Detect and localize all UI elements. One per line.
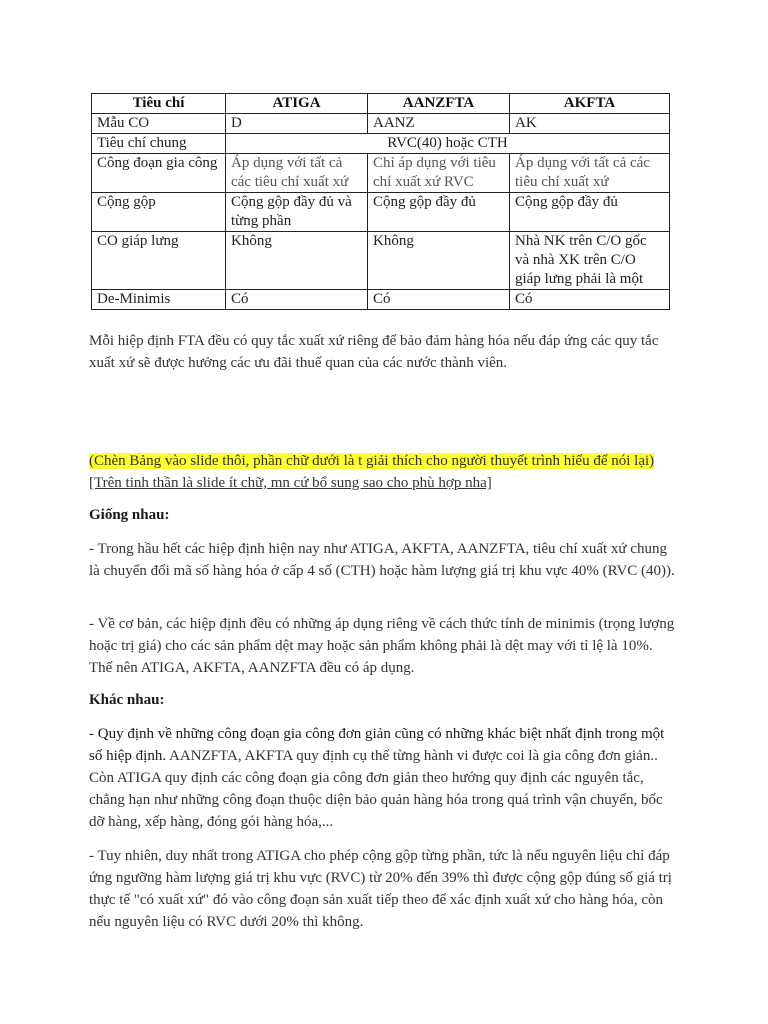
table-cell: Có: [368, 290, 510, 310]
highlighted-note: (Chèn Bảng vào slide thôi, phần chữ dưới là t giải thích cho người thuyết trình hiểu để nói lại): [89, 453, 655, 469]
table-cell: Tiêu chí chung: [92, 134, 226, 154]
table-row: [92, 232, 670, 290]
table-cell: Áp dụng với tất cả các tiêu chí xuất xứ: [226, 154, 368, 193]
table-cell: CO giáp lưng: [92, 232, 226, 290]
table-cell: Chỉ áp dụng với tiêu chí xuất xứ RVC: [368, 154, 510, 193]
paragraph-difference-2: - Tuy nhiên, duy nhất trong ATIGA cho phép cộng gộp từng phần, tức là nếu nguyên liệu chỉ đáp ứng ngưỡng hàm lượng giá trị khu vực (RVC) từ 20% đến 39% thì được cộng gộp đúng số giá trị thực tế "có xuất xứ" đó vào công đoạn sản xuất tiếp theo để xác định xuất xứ cho hàng hóa, còn nếu nguyên liệu có RVC dưới 20% thì không.: [89, 848, 672, 930]
table-cell: Mẫu CO: [92, 114, 226, 134]
paragraph-difference-1-lead: - Quy định về những công đoạn gia công đơn giản cũng có những khác biệt nhất định trong một số hiệp định.: [89, 726, 665, 764]
table-cell: AK: [510, 114, 670, 134]
table-cell: Có: [510, 290, 670, 310]
table-cell: Cộng gộp: [92, 193, 226, 232]
table-cell: Nhà NK trên C/O gốc và nhà XK trên C/O giáp lưng phải là một: [510, 232, 670, 290]
table-cell: De-Minimis: [92, 290, 226, 310]
table-cell: Cộng gộp đầy đủ và từng phần: [226, 193, 368, 232]
header-atiga: ATIGA: [226, 94, 368, 114]
paragraph-difference-1: [89, 723, 679, 833]
paragraph-difference-1-rest: AANZFTA, AKFTA quy định cụ thể từng hành vi được coi là gia công đơn giản.. Còn ATIGA quy định các công đoạn gia công đơn giản theo hướng quy định các nguyên tắc, chẳng hạn như những công đoạn thuộc diện bảo quản hàng hóa trong quá trình vận chuyển, bốc dỡ hàng, xếp hàng, đóng gói hàng hóa,...: [89, 748, 663, 830]
comparison-table: [91, 93, 670, 310]
header-akfta: AKFTA: [510, 94, 670, 114]
table-row: [92, 193, 670, 232]
header-tieu-chi: Tiêu chí: [92, 94, 226, 114]
table-cell: Có: [226, 290, 368, 310]
table-row: [92, 134, 670, 154]
table-cell: D: [226, 114, 368, 134]
table-row: [92, 154, 670, 193]
table-row: [92, 114, 670, 134]
table-cell: Cộng gộp đầy đủ: [368, 193, 510, 232]
table-cell-merged: RVC(40) hoặc CTH: [226, 134, 670, 154]
table-header-row: [92, 94, 670, 114]
table-cell: Cộng gộp đầy đủ: [510, 193, 670, 232]
table-row: [92, 290, 670, 310]
table-cell: AANZ: [368, 114, 510, 134]
table-cell: Không: [368, 232, 510, 290]
heading-differences: Khác nhau:: [89, 692, 165, 708]
table-cell: Không: [226, 232, 368, 290]
underlined-note: [Trên tinh thần là slide ít chữ, mn cứ bổ sung sao cho phù hợp nha]: [89, 475, 492, 491]
heading-similarities: Giống nhau:: [89, 507, 170, 523]
header-aanzfta: AANZFTA: [368, 94, 510, 114]
paragraph-similarity-2: - Về cơ bản, các hiệp định đều có những áp dụng riêng về cách thức tính de minimis (trọng lượng hoặc trị giá) cho các sản phẩm dệt may hoặc sản phẩm không phải là dệt may với tỉ lệ là 10%. Thế nên ATIGA, AKFTA, AANZFTA đều có áp dụng.: [89, 616, 675, 676]
presenter-note: [89, 450, 679, 494]
intro-paragraph: Mỗi hiệp định FTA đều có quy tắc xuất xứ riêng để bảo đảm hàng hóa nếu đáp ứng các quy tắc xuất xứ sẽ được hưởng các ưu đãi thuế quan của các nước thành viên.: [89, 333, 659, 371]
table-cell: Công đoạn gia công: [92, 154, 226, 193]
table-cell: Áp dụng với tất cả các tiêu chí xuất xứ: [510, 154, 670, 193]
paragraph-similarity-1: - Trong hầu hết các hiệp định hiện nay như ATIGA, AKFTA, AANZFTA, tiêu chí xuất xứ chung là chuyển đổi mã số hàng hóa ở cấp 4 số (CTH) hoặc hàm lượng giá trị khu vực 40% (RVC (40)).: [89, 541, 675, 579]
